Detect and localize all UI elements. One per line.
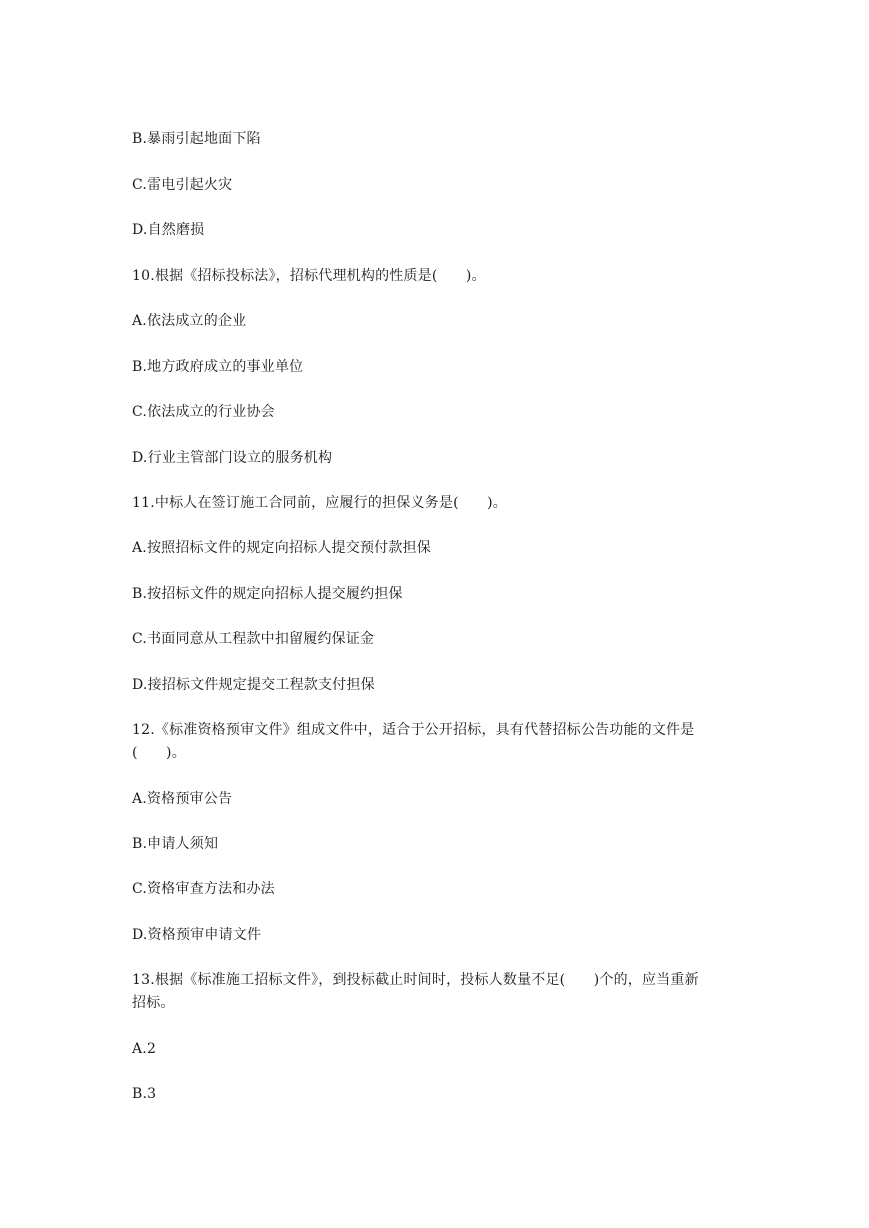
question-11: 11.中标人在签订施工合同前，应履行的担保义务是( )。 <box>132 495 507 511</box>
question-13-line-2: 招标。 <box>132 995 175 1011</box>
option-10b: B.地方政府成立的事业单位 <box>132 359 304 375</box>
question-12-line-1: 12.《标准资格预审文件》组成文件中，适合于公开招标，具有代替招标公告功能的文件是 <box>132 722 695 738</box>
question-12-line-2: ( )。 <box>132 745 186 761</box>
option-13a: A.2 <box>132 1041 157 1057</box>
option-12c: C.资格审查方法和办法 <box>132 881 275 897</box>
option-9d: D.自然磨损 <box>132 222 205 238</box>
option-11c: C.书面同意从工程款中扣留履约保证金 <box>132 631 375 647</box>
option-9b: B.暴雨引起地面下陷 <box>132 131 261 147</box>
question-13-line-1: 13.根据《标准施工招标文件》，到投标截止时间时，投标人数量不足( )个的，应当重新 <box>132 972 699 988</box>
option-11d: D.接招标文件规定提交工程款支付担保 <box>132 677 375 693</box>
option-10a: A.依法成立的企业 <box>132 313 247 329</box>
question-10: 10.根据《招标投标法》，招标代理机构的性质是( )。 <box>132 268 486 284</box>
option-11a: A.按照招标文件的规定向招标人提交预付款担保 <box>132 540 431 556</box>
option-13b: B.3 <box>132 1086 157 1102</box>
option-12a: A.资格预审公告 <box>132 791 233 807</box>
option-9c: C.雷电引起火灾 <box>132 177 233 193</box>
option-12d: D.资格预审申请文件 <box>132 927 262 943</box>
option-11b: B.按招标文件的规定向招标人提交履约担保 <box>132 586 403 602</box>
option-10d: D.行业主管部门设立的服务机构 <box>132 450 333 466</box>
option-12b: B.申请人须知 <box>132 836 219 852</box>
option-10c: C.依法成立的行业协会 <box>132 404 275 420</box>
